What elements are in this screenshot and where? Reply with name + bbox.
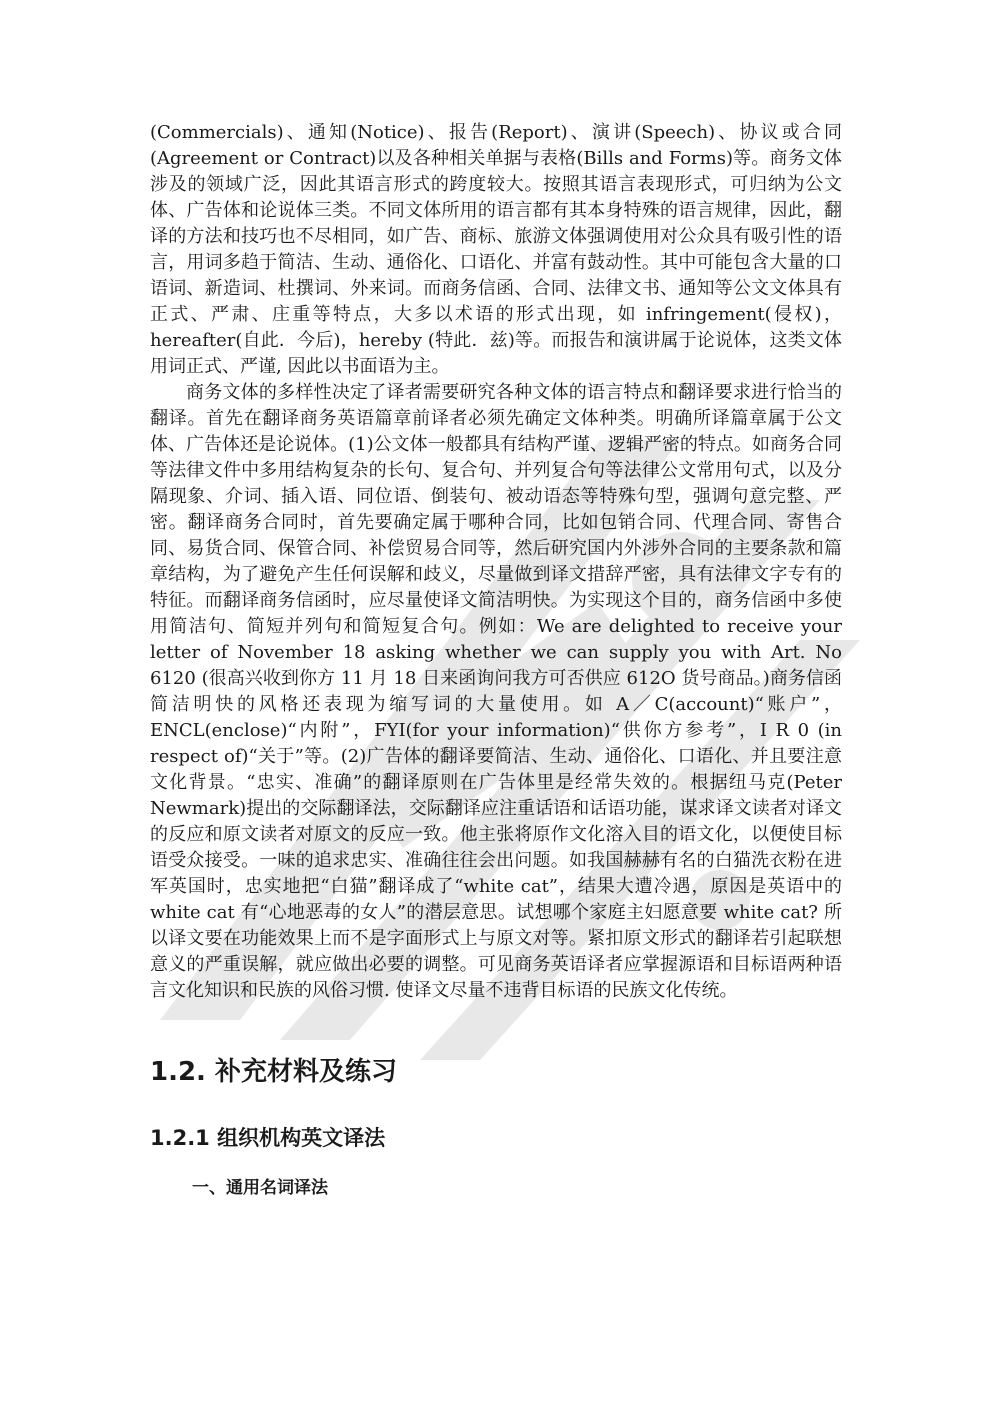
section-heading: 1.2. 补充材料及练习 [150,1057,397,1087]
body-paragraph: 商务文体的多样性决定了译者需要研究各种文体的语言特点和翻译要求进行恰当的翻译。首先在翻译商务英语篇章前译者必须先确定文体种类。明确所译篇章属于公文体、广告体还是论说体。(1)公文体一般都具有结构严谨、逻辑严密的特点。如商务合同等法律文件中多用结构复杂的长句、复合句、并列复合句等法律公文常用句式，以及分隔现象、介词、插入语、同位语、倒装句、被动语态等特殊句型，强调句意完整、严密。翻译商务合同时，首先要确定属于哪种合同，比如包销合同、代理合同、寄售合同、易货合同、保管合同、补偿贸易合同等，然后研究国内外涉外合同的主要条款和篇章结构，为了避免产生任何误解和歧义，尽量做到译文措辞严密，具有法律文字专有的特征。而翻译商务信函时，应尽量使译文简洁明快。为实现这个目的，商务信函中多使用简洁句、简短并列句和简短复合句。例如：We are delighted to receive your letter of November 18 asking whether we can supply you with Art. No 6120 (很高兴收到你方 11 月 18 日来函询问我方可否供应 612O 货号商品。)商务信函简洁明快的风格还表现为缩写词的大量使用。如 A／C(account)“账户”，ENCL(enclose)“内附”，FYI(for your information)“供你方参考”，I R 0 (in respect of)“关于”等。(2)广告体的翻译要简洁、生动、通俗化、口语化、并且要注意文化背景。“忠实、准确”的翻译原则在广告体里是经常失效的。根据纽马克(Peter Newmark)提出的交际翻译法，交际翻译应注重话语和话语功能，谋求译文读者对译文的反应和原文读者对原文的反应一致。他主张将原作文化溶入目的语文化，以便使目标语受众接受。一味的追求忠实、准确往往会出问题。如我国赫赫有名的白猫洗衣粉在进军英国时，忠实地把“白猫”翻译成了“white cat”，结果大遭冷遇，原因是英语中的 white cat 有“心地恶毒的女人”的潜层意思。试想哪个家庭主妇愿意要 white cat? 所以译文要在功能效果上而不是字面形式上与原文对等。紧扣原文形式的翻译若引起联想意义的严重误解，就应做出必要的调整。可见商务英语译者应掌握源语和目标语两种语言文化知识和民族的风俗习惯. 使译文尽量不违背目标语的民族文化传统。 [150,382,842,1001]
body-paragraph: (Commercials)、通知(Notice)、报告(Report)、演讲(Speech)、协议或合同(Agreement or Contract)以及各种相关单据与表格(Bills and Forms)等。商务文体涉及的领域广泛，因此其语言形式的跨度较大。按照其语言表现形式，可归纳为公文体、广告体和论说体三类。不同文体所用的语言都有其本身特殊的语言规律，因此，翻译的方法和技巧也不尽相同，如广告、商标、旅游文体强调使用对公众具有吸引性的语言，用词多趋于简洁、生动、通俗化、口语化、并富有鼓动性。其中可能包含大量的口语词、新造词、杜撰词、外来词。而商务信函、合同、法律文书、通知等公文文体具有正式、严肃、庄重等特点，大多以术语的形式出现，如 infringement(侵权)，hereafter(自此．今后)，hereby (特此．兹)等。而报告和演讲属于论说体，这类文体用词正式、严谨, 因此以书面语为主。 [150,122,842,377]
subsubsection-heading: 一、通用名词译法 [192,1178,328,1198]
document-content [150,120,842,1202]
subsection-heading: 1.2.1 组织机构英文译法 [150,1126,386,1150]
